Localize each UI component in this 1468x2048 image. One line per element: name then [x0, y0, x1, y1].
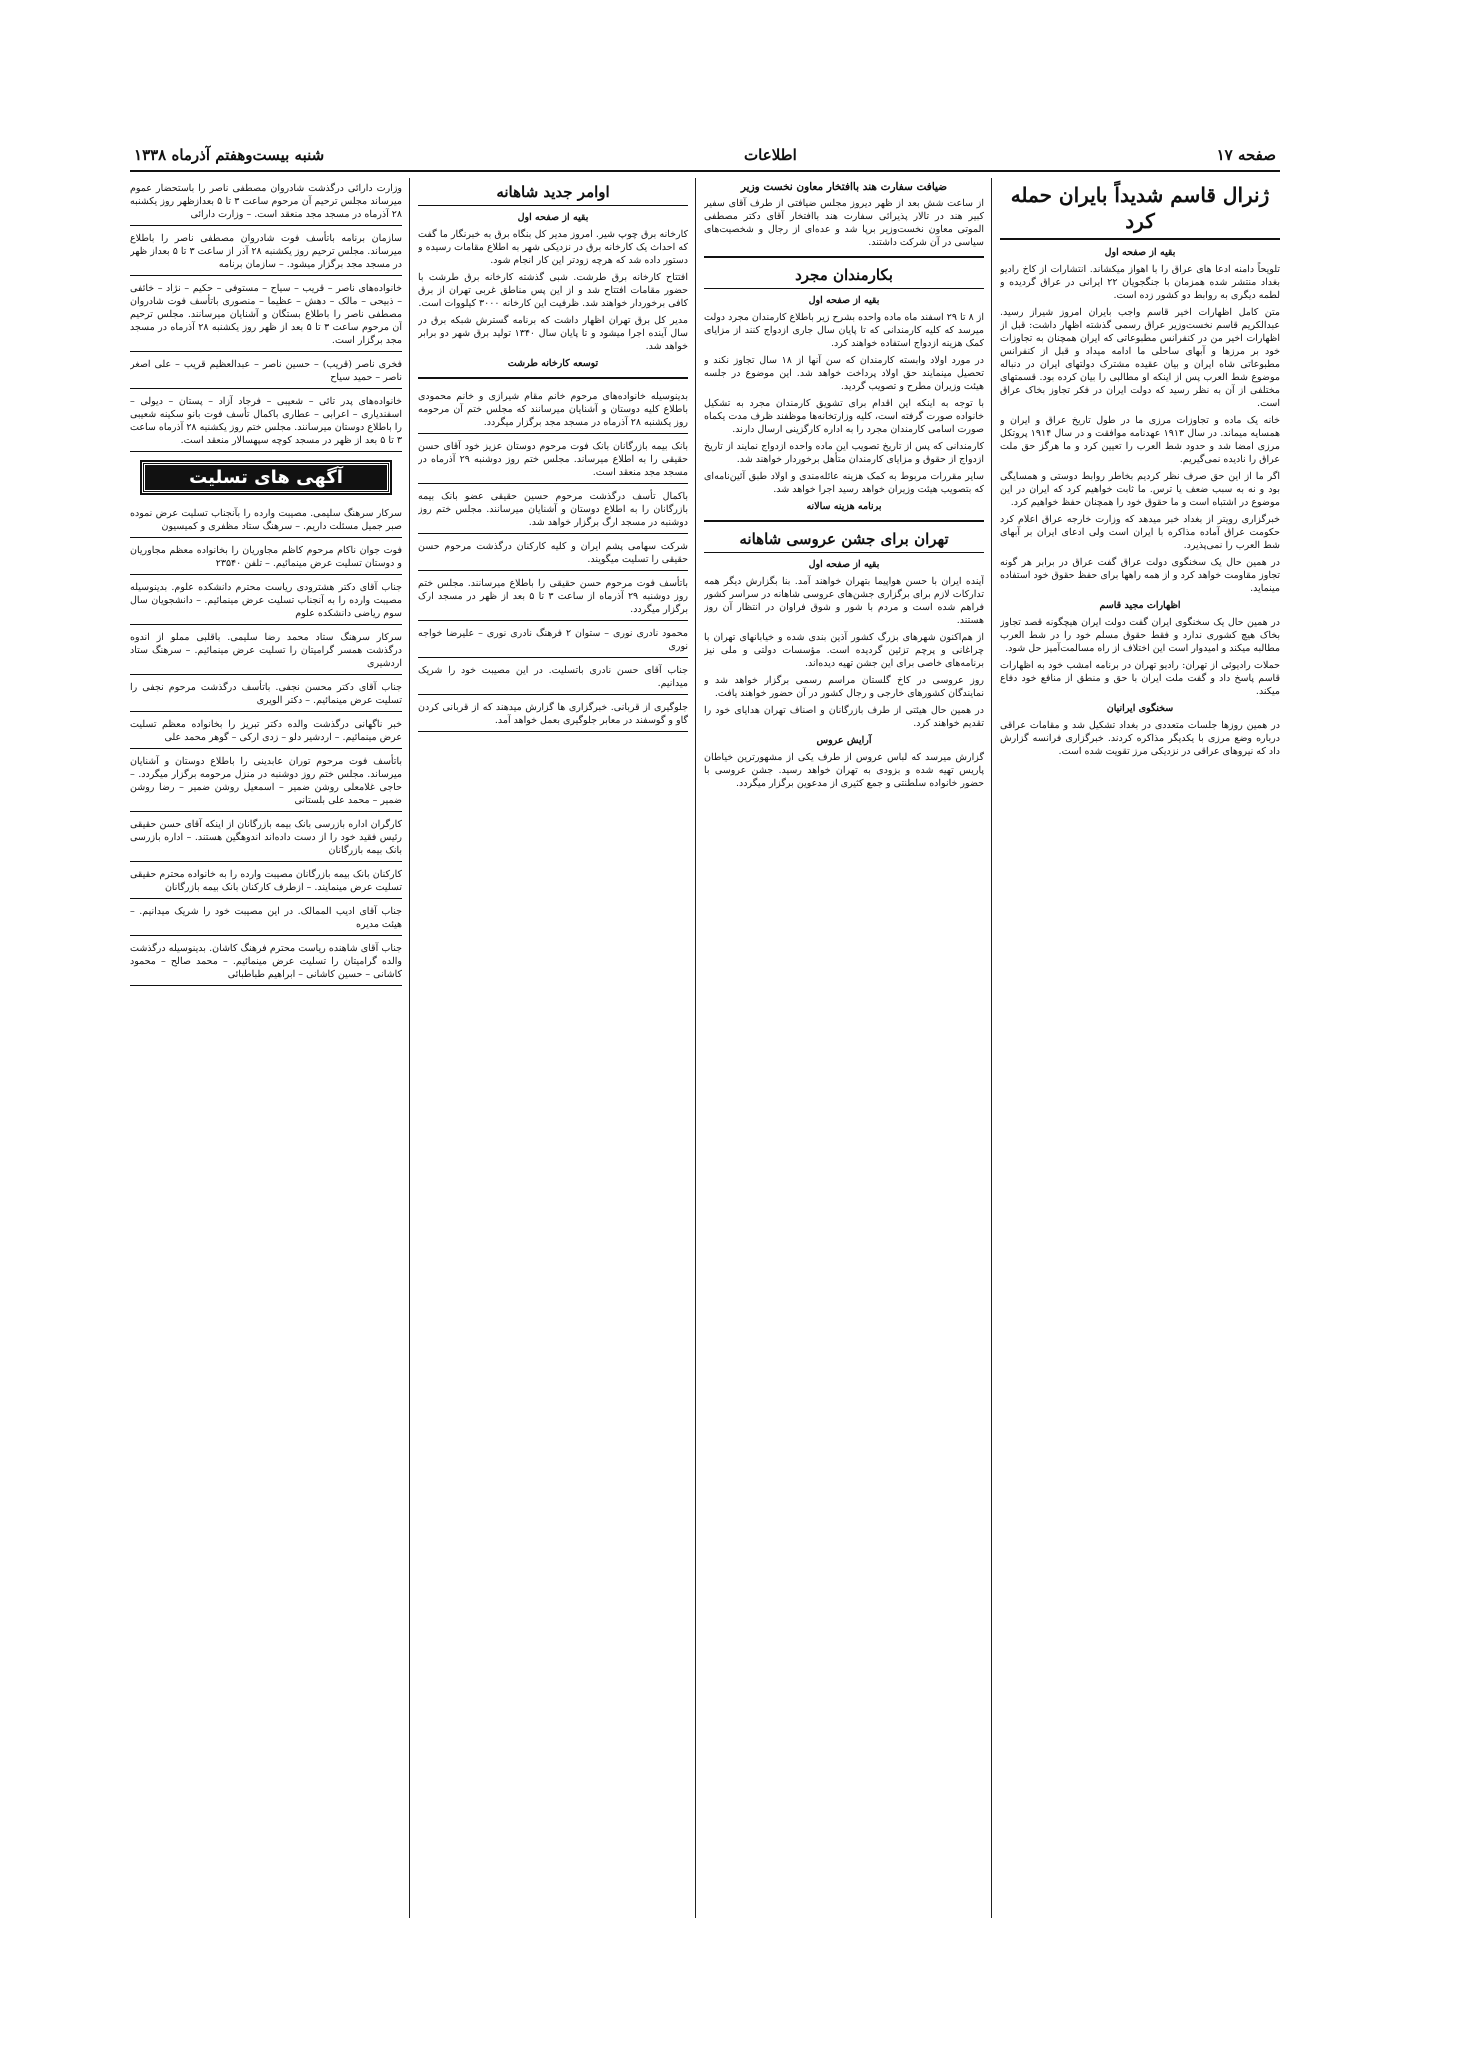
notice: کارکنان بانک بیمه بازرگانان مصیبت وارده را به خانواده محترم حقیقی تسلیت عرض مینمایند. – ازطرف کارکنان بانک بیمه بازرگانان	[130, 864, 402, 899]
condolence-banner: آگهی های تسلیت	[142, 462, 390, 493]
column-divider	[695, 178, 696, 1918]
paragraph: روز عروسی در کاخ گلستان مراسم رسمی برگزار خواهد شد و نمایندگان کشورهای خارجی و رجال کشور در آن حضور خواهند یافت.	[704, 675, 984, 699]
paragraph: در همین حال هیئتی از طرف بازرگانان و اصناف تهران هدایای خود را تقدیم خواهند کرد.	[704, 705, 984, 729]
notice: خانواده‌های پدر تائی – شعیبی – فرجاد آزاد – پستان – دیولی – اسفندیاری – اعرابی – عطاری باکمال تأسف فوت بانو سکینه شعیبی را باطلاع دوستان میرسانند. مجلس ختم روز یکشنبه ۲۸ آذرماه ساعت ۳ تا ۵ بعد از ظهر در مسجد کوچه سپهسالار منعقد است.	[130, 391, 402, 452]
paragraph: کارخانه برق چوپ شیر. امروز مدیر کل بنگاه برق به خبرنگار ما گفت که احداث یک کارخانه برق در نزدیکی شهر به اطلاع مقامات رسیده و دستور داده شد که هرچه زودتر این کار انجام شود.	[418, 229, 688, 266]
paper-name: اطلاعات	[744, 146, 797, 164]
divider	[418, 377, 688, 379]
paragraph: با توجه به اینکه این اقدام برای تشویق کارمندان مجرد به تشکیل خانواده صورت گرفته است، کلیه وزارتخانه‌ها موظفند ظرف مدت یکماه صورت اسامی کارمندان مجرد را به اداره کارگزینی ارسال دارند.	[704, 398, 984, 435]
divider	[704, 520, 984, 522]
notice: بدینوسیله خانواده‌های مرحوم خانم مقام شیرازی و خانم محمودی باطلاع کلیه دوستان و آشنایان میرسانند که مجلس ختم آن مرحومه روز یکشنبه ۲۸ آذرماه در مسجد مجد برگزار میگردد.	[418, 386, 688, 434]
notice: جناب آقای حسن نادری باتسلیت. در این مصیبت خود را شریک میدانیم.	[418, 660, 688, 695]
paragraph: از ۸ تا ۲۹ اسفند ماه ماده واحده بشرح زیر باطلاع کارمندان مجرد دولت میرسد که کلیه کارمندانی که تا پایان سال جاری ازدواج کنند از مزایای کمک هزینه ازدواج استفاده خواهند کرد.	[704, 312, 984, 349]
notice: کارگران اداره بازرسی بانک بیمه بازرگانان از اینکه آقای حسن حقیقی رئیس فقید خود را از دست داده‌اند اندوهگین هستند. – اداره بازرسی بانک بیمه بازرگانان	[130, 814, 402, 862]
paragraph: مدیر کل برق تهران اظهار داشت که برنامه گسترش شبکه برق در سال آینده اجرا میشود و تا پایان سال ۱۳۴۰ تولید برق شهر دو برابر خواهد شد.	[418, 315, 688, 352]
notice: سرکار سرهنگ ستاد محمد رضا سلیمی. باقلبی مملو از اندوه درگذشت همسر گرامیتان را تسلیت عرض مینمائیم. – سرهنگ ستاد اردشیری	[130, 627, 402, 675]
lead-wedding: بقیه از صفحه اول	[808, 559, 880, 570]
page-header	[130, 140, 1280, 172]
headline-royal-wedding: تهران برای جشن عروسی شاهانه	[704, 529, 984, 553]
subhead-tarasht: توسعه کارخانه طرشت	[507, 358, 599, 369]
notice: جناب آقای ادیب الممالک. در این مصیبت خود را شریک میدانیم. – هیئت مدیره	[130, 901, 402, 936]
headline-iraq: ژنرال قاسم شدیداً بایران حمله کرد	[1000, 182, 1280, 240]
paragraph: در مورد اولاد وابسته کارمندان که سن آنها از ۱۸ سال تجاوز نکند و تحصیل مینمایند حق اولاد پرداخت خواهد شد. این موضوع در جلسه هیئت وزیران مطرح و تصویب گردید.	[704, 355, 984, 392]
headline-single-employees: بکارمندان مجرد	[704, 265, 984, 289]
paragraph: گزارش میرسد که لباس عروس از طرف یکی از مشهورترین خیاطان پاریس تهیه شده و بزودی به تهران خواهد رسید. جشن عروسی با حضور خانواده سلطنتی و جمع کثیری از مدعوین برگزار میگردد.	[704, 752, 984, 789]
notice: فخری ناصر (قریب) – حسین ناصر – عبدالعظیم قریب – علی اصغر ناصر – حمید سیاح	[130, 354, 402, 389]
notice: باکمال تأسف درگذشت مرحوم حسین حقیقی عضو بانک بیمه بازرگانان را به اطلاع دوستان و آشنایان میرسانند. مجلس ختم روز دوشنبه در مسجد ارگ برگزار خواهد شد.	[418, 486, 688, 534]
lead-employees: بقیه از صفحه اول	[808, 295, 880, 306]
notice: محمود نادری نوری – ستوان ۲ فرهنگ نادری نوری – علیرضا خواجه نوری	[418, 623, 688, 658]
issue-date: شنبه بیست‌وهفتم آذرماه ۱۳۳۸	[134, 146, 325, 164]
column-iraq	[1000, 178, 1280, 1918]
page-number: صفحه ۱۷	[1216, 146, 1276, 164]
headline-india-embassy: ضیافت سفارت هند باافتخار معاون نخست وزیر	[740, 181, 948, 193]
notice: جناب آقای دکتر هشترودی ریاست محترم دانشکده علوم. بدینوسیله مصیبت وارده را به آنجناب تسلیت عرض مینمائیم. – دانشجویان سال سوم ریاضی دانشکده علوم	[130, 577, 402, 625]
subhead-iran-spokesman: سخنگوی ایرانیان	[1106, 703, 1174, 714]
notice: جناب آقای شاهنده ریاست محترم فرهنگ کاشان. بدینوسیله درگذشت والده گرامیتان را تسلیت عرض مینمائیم. – محمد صالح – محمود کاشانی – حسین کاشانی – ابراهیم طباطبائی	[130, 938, 402, 986]
paragraph: از هم‌اکنون شهرهای بزرگ کشور آذین بندی شده و خیابانهای تهران با چراغانی و پرچم تزئین گردیده است. مؤسسات دولتی و ملی نیز برنامه‌های خاصی برای این جشن تهیه دیده‌اند.	[704, 632, 984, 669]
column-employees	[704, 178, 984, 1918]
notice: فوت جوان ناکام مرحوم کاظم مجاوریان را بخانواده معظم مجاوریان و دوستان تسلیت عرض مینمائیم. – تلفن ۲۳۵۴۰	[130, 540, 402, 575]
notice: شرکت سهامی پشم ایران و کلیه کارکنان درگذشت مرحوم حسن حقیقی را تسلیت میگویند.	[418, 536, 688, 571]
paragraph: خبرگزاری رویتر از بغداد خبر میدهد که وزارت خارجه عراق اعلام کرد حکومت عراق آماده مذاکره با ایران است ولی ادعای ایران بر آبهای شط العرب را نمی‌پذیرد.	[1000, 514, 1280, 551]
paragraph: در همین روزها جلسات متعددی در بغداد تشکیل شد و مقامات عراقی درباره وضع مرزی با یکدیگر مذاکره کردند. خبرگزاری فرانسه گزارش داد که نیروهای عراقی در نزدیکی مرز تقویت شده است.	[1000, 720, 1280, 757]
headline-royal-orders: اوامر جدید شاهانه	[418, 182, 688, 206]
notice: بانک بیمه بازرگانان بانک فوت مرحوم دوستان عزیز خود آقای حسن حقیقی را به اطلاع میرساند. مجلس ختم روز دوشنبه ۲۹ آذرماه در مسجد مجد منعقد است.	[418, 436, 688, 484]
paragraph: اگر ما از این حق صرف نظر کردیم بخاطر روابط دوستی و همسایگی بود و نه به سبب ضعف یا ترس. ما ثابت خواهیم کرد که ایران در این موضوع در اشتباه است و ما حقوق خود را همچنان حفظ خواهیم کرد.	[1000, 471, 1280, 508]
divider	[704, 256, 984, 258]
paragraph: از ساعت شش بعد از ظهر دیروز مجلس ضیافتی از طرف آقای سفیر کبیر هند در تالار پذیرائی سفارت هند باافتخار آقای دکتر مصطفی الموتی معاون نخست‌وزیر برپا شد و عده‌ای از رجال و شخصیت‌های سیاسی در آن شرکت داشتند.	[704, 198, 984, 248]
notice: باتأسف فوت مرحوم حسن حقیقی را باطلاع میرسانند. مجلس ختم روز دوشنبه ۲۹ آذرماه از ساعت ۳ تا ۵ بعد از ظهر در مسجد ارک برگزار میگردد.	[418, 573, 688, 621]
notice: سرکار سرهنگ سلیمی. مصیبت وارده را بآنجناب تسلیت عرض نموده صبر جمیل مسئلت داریم. – سرهنگ ستاد مظفری و کمیسیون	[130, 503, 402, 538]
paragraph: سایر مقررات مربوط به کمک هزینه عائله‌مندی و اولاد طبق آئین‌نامه‌ای که بتصویب هیئت وزیران خواهد رسید اجرا خواهد شد.	[704, 471, 984, 495]
paragraph: در همین حال یک سخنگوی دولت عراق گفت عراق در برابر هر گونه تجاوز مقاومت خواهد کرد و از همه راهها برای حفظ حقوق خود استفاده مینماید.	[1000, 557, 1280, 594]
column-divider	[409, 178, 410, 1918]
notice: خبر ناگهانی درگذشت والده دکتر تبریز را بخانواده معظم تسلیت عرض مینمائیم. – اردشیر دلو – زدی ارکی – گوهر محمد علی	[130, 714, 402, 749]
paragraph: حملات رادیوئی از تهران: رادیو تهران در برنامه امشب خود به اظهارات قاسم پاسخ داد و گفت ملت ایران با حق و منطق از منافع خود دفاع میکند.	[1000, 660, 1280, 697]
notice: جناب آقای دکتر محسن نجفی. باتأسف درگذشت مرحوم نجفی را تسلیت عرض مینمائیم. – دکتر الویری	[130, 677, 402, 712]
notice: خانواده‌های ناصر – قریب – سیاح – مستوفی – حکیم – نژاد – خائفی – ذبیحی – مالک – دهش – عظیما – منصوری باتأسف فوت شادروان مصطفی ناصر را باطلاع بستگان و آشنایان میرسانند. مجلس ترحیم آن مرحوم ساعت ۳ تا ۵ بعد از ظهر روز یکشنبه ۲۸ آذرماه در مسجد مجد برگزار است.	[130, 278, 402, 352]
notice: باتأسف فوت مرحوم توران عابدینی را باطلاع دوستان و آشنایان میرساند. مجلس ختم روز دوشنبه در منزل مرحومه برگزار میگردد. – حاجی غلامعلی روشن ضمیر – اسمعیل روشن ضمیر – رضا روشن ضمیر – محمد علی بلستانی	[130, 751, 402, 812]
column-condolences	[130, 178, 402, 1918]
lead-royal-orders: بقیه از صفحه اول	[517, 212, 589, 223]
subhead-qasem: اظهارات مجید قاسم	[1099, 600, 1181, 611]
lead-iraq: بقیه از صفحه اول	[1104, 247, 1176, 258]
notice: جلوگیری از قربانی. خبرگزاری ها گزارش میدهند که از قربانی کردن گاو و گوسفند در معابر جلوگیری بعمل خواهد آمد.	[418, 697, 688, 732]
paragraph: در همین حال یک سخنگوی ایران گفت دولت ایران هیچگونه قصد تجاوز بخاک هیچ کشوری ندارد و فقط حقوق مسلم خود را در شط العرب مطالبه میکند و امیدوار است این اختلاف از راه مسالمت‌آمیز حل شود.	[1000, 617, 1280, 654]
paragraph: تلویحاً دامنه ادعا های عراق را با اهواز میکشاند. انتشارات از کاخ رادیو بغداد منتشر شده همزمان با جنگجویان ۲۲ ایرانی در عراق گردیده و لطمه دیگری به روابط دو کشور زده است.	[1000, 264, 1280, 301]
newspaper-page	[130, 140, 1280, 1920]
paragraph: افتتاح کارخانه برق طرشت. شبی گذشته کارخانه برق طرشت با حضور مقامات افتتاح شد و از این پس مناطق غربی تهران از برق کافی برخوردار خواهند شد. ظرفیت این کارخانه ۳۰۰۰ کیلووات است.	[418, 272, 688, 309]
subhead-annual-budget: برنامه هزینه سالانه	[806, 501, 882, 512]
paragraph: کارمندانی که پس از تاریخ تصویب این ماده واحده ازدواج نمایند از تاریخ ازدواج از حقوق و مزایای کارمندان متأهل برخوردار خواهند شد.	[704, 441, 984, 465]
notice: وزارت دارائی درگذشت شادروان مصطفی ناصر را باستحضار عموم میرساند مجلس ترحیم آن مرحوم ساعت ۳ تا ۵ بعدازظهر روز یکشنبه ۲۸ آذرماه در مسجد مجد منعقد است. – وزارت دارائی	[130, 178, 402, 226]
paragraph: آینده ایران با حسن هواپیما بتهران خواهند آمد. بنا بگزارش دیگر همه تدارکات لازم برای برگزاری جشن‌های عروسی شاهانه در سراسر کشور فراهم شده است و مردم با شور و شوق فراوان در انتظار آن روز هستند.	[704, 576, 984, 626]
column-divider	[991, 178, 992, 1918]
column-royal-orders	[418, 178, 688, 1918]
subhead-bride: آرایش عروس	[816, 735, 872, 746]
notice: سازمان برنامه باتأسف فوت شادروان مصطفی ناصر را باطلاع میرساند. مجلس ترحیم روز یکشنبه ۲۸ آذر از ساعت ۳ تا ۵ بعداز ظهر در مسجد مجد برگزار میشود. – سازمان برنامه	[130, 228, 402, 276]
paragraph: خانه یک ماده و تجاوزات مرزی ما در طول تاریخ عراق و ایران و همسایه میماند. در سال ۱۹۱۳ عهدنامه موافقت و در سال ۱۹۱۴ پروتکل مرزی امضا شد و حدود شط العرب را تعیین کرد و ما هرگز حق ملت عراق را نادیده نمی‌گیریم.	[1000, 415, 1280, 465]
paragraph: متن کامل اظهارات اخیر قاسم واجب بایران امروز شیراز رسید. عبدالکریم قاسم نخست‌وزیر عراق رسمی گذشته اظهار داشت: قبل از اظهارات اخیر من در کنفرانس مطبوعاتی که ایران همچنان به تجاوزات خود بر مرزها و آبهای ساحلی ما ادامه میداد و قبل از کنفرانس مطبوعاتی شاه ایران و بیان عقیده مشترک دولتهای ایران در دنباله موضوع شط العرب پس از اینکه او مطالبی را بیان کرده بود. قسمتهای مختلفی از آن به نظر رسید که دولت ایران در فکر تجاوز بخاک عراق است.	[1000, 307, 1280, 409]
